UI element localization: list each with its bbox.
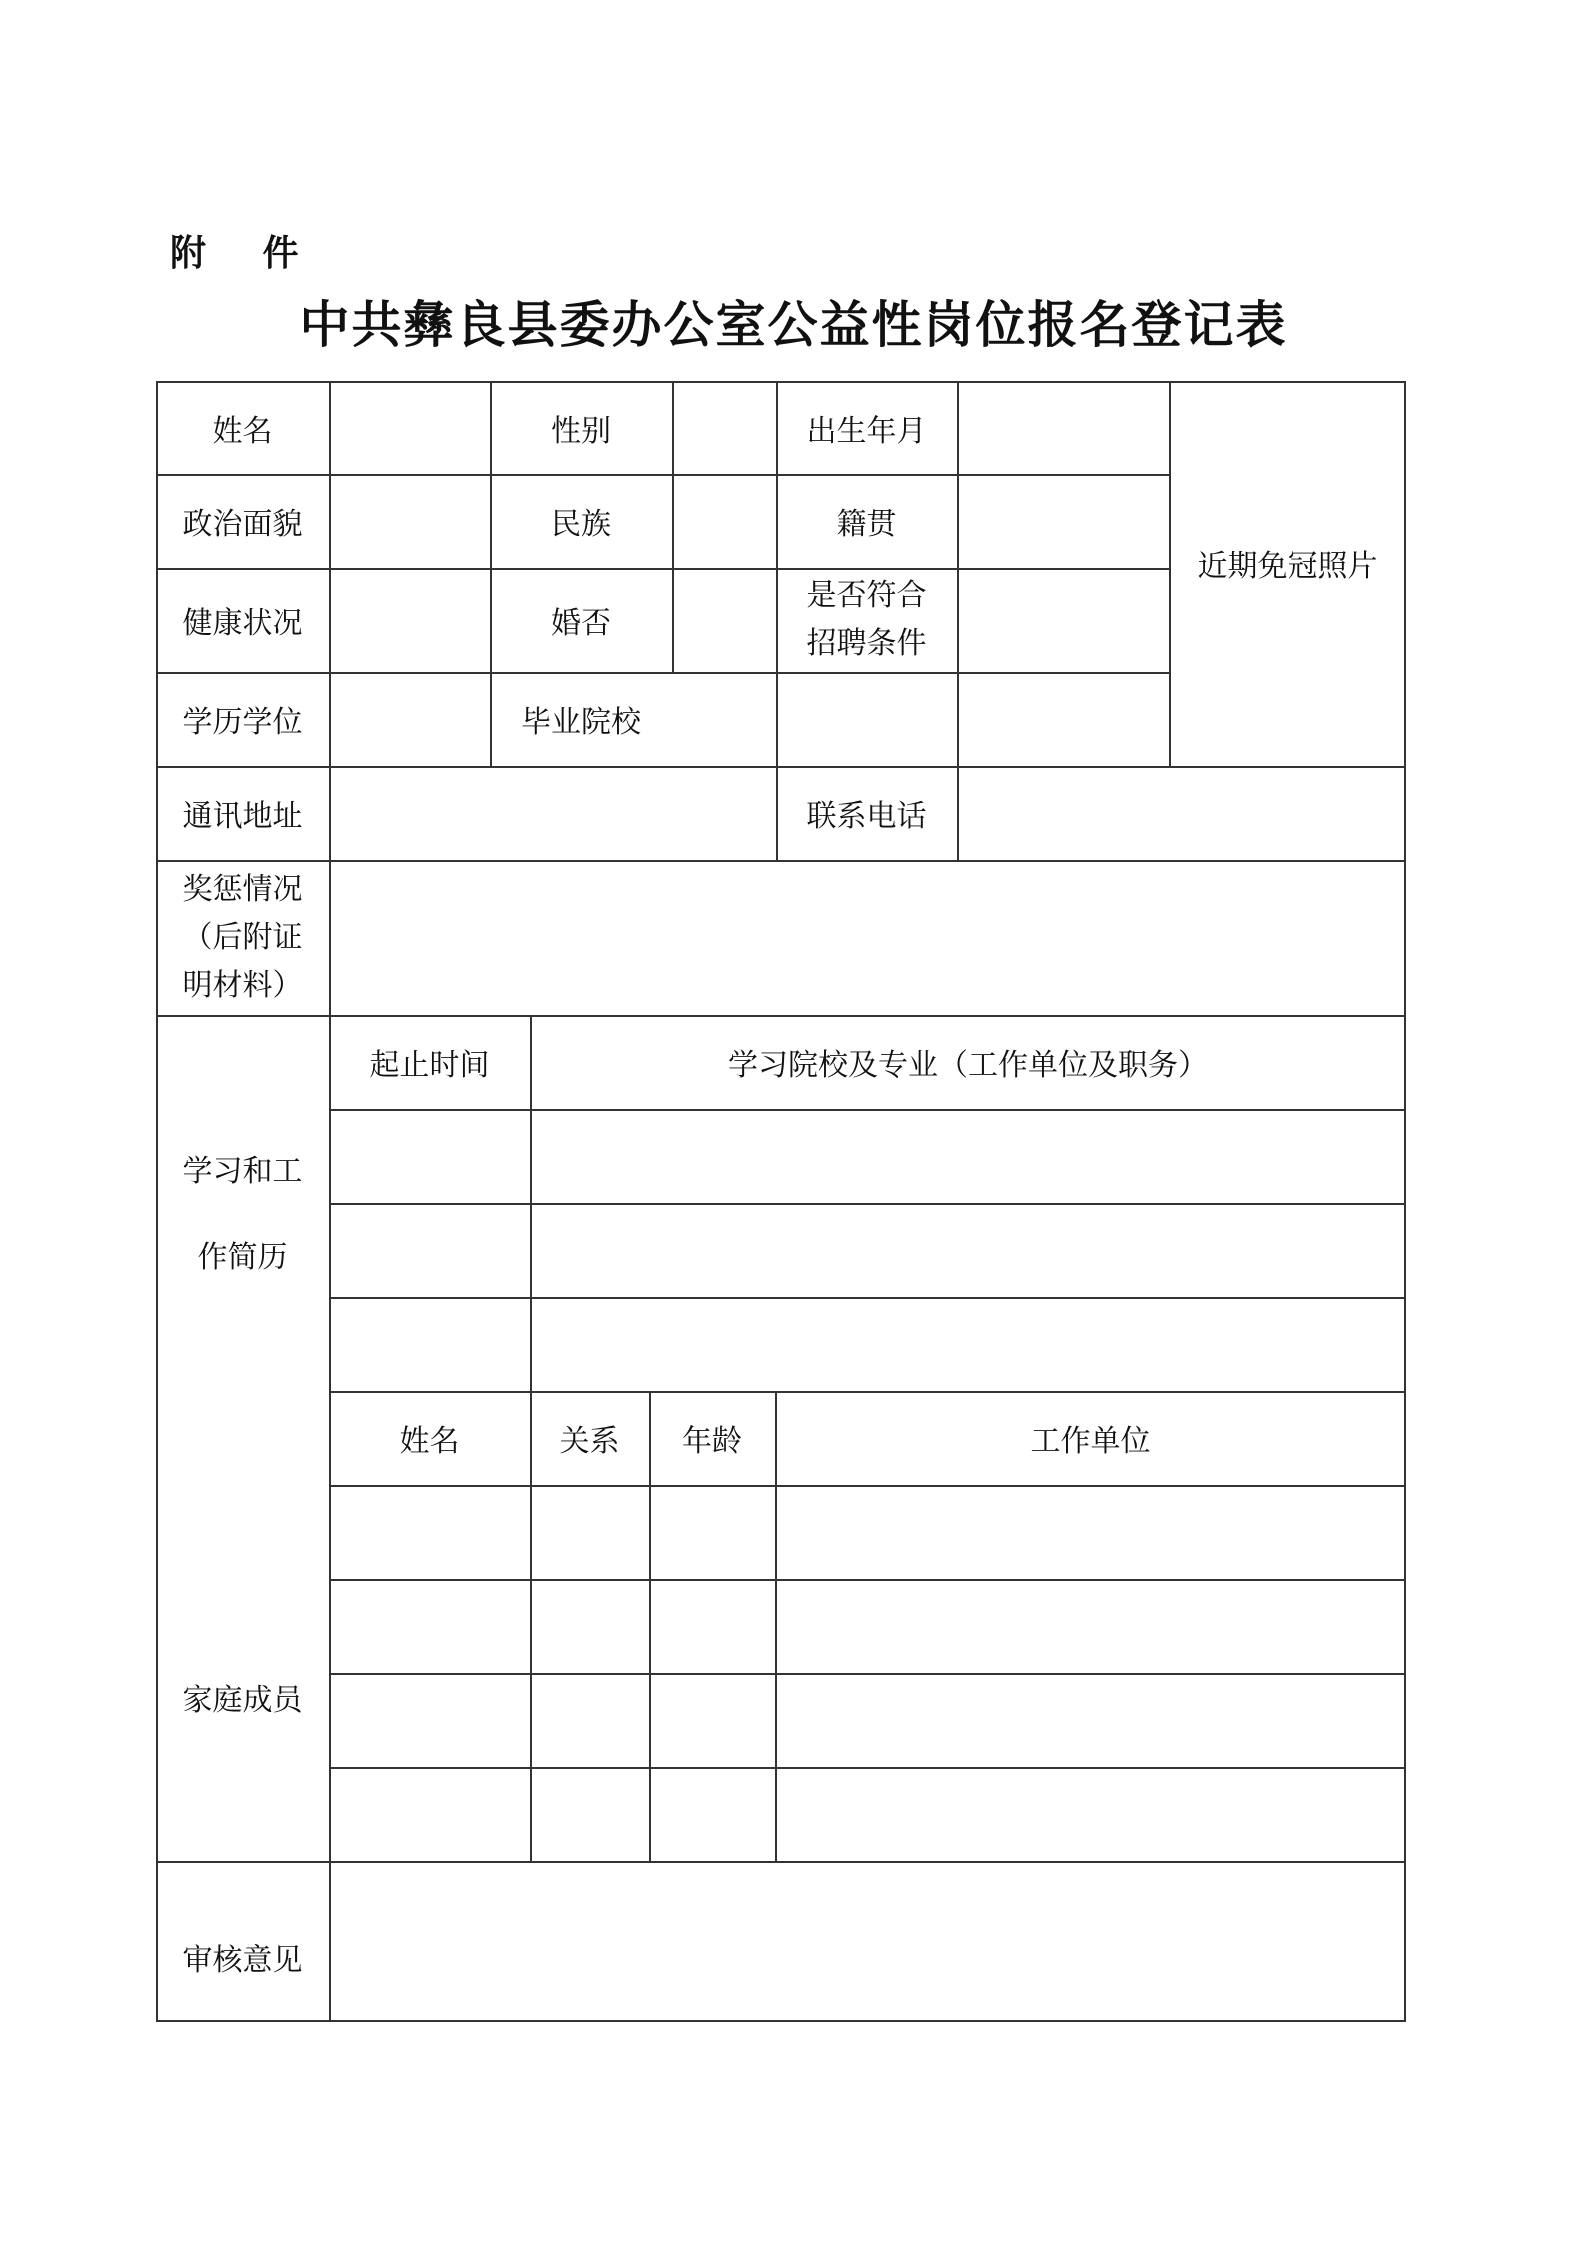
form-title: 中共彝良县委办公室公益性岗位报名登记表 [299,295,1288,354]
marital-field[interactable] [674,570,776,672]
awards-label-line1: 奖惩情况 [182,871,303,907]
resume-section-label [156,1015,329,1391]
family-relation-header: 关系 [559,1424,620,1459]
gender-field[interactable] [674,383,776,474]
review-field[interactable] [331,1863,1404,2020]
family-age-field[interactable] [651,1769,775,1861]
family-employer-field[interactable] [777,1675,1404,1767]
family-employer-field[interactable] [777,1581,1404,1673]
ethnicity-label: 民族 [551,507,611,542]
family-name-header: 姓名 [399,1424,460,1459]
family-employer-field[interactable] [777,1487,1404,1579]
resume-label-line1: 学习和工 [182,1154,303,1189]
family-age-field[interactable] [651,1581,775,1673]
detail-header: 学习院校及专业（工作单位及职务） [728,1048,1208,1083]
marital-label: 婚否 [551,606,611,641]
gender-label: 性别 [551,413,611,449]
resume-period-field[interactable] [331,1205,530,1297]
eligibility-label [776,568,957,672]
political-field[interactable] [331,476,490,568]
attachment-label: 附 件 [170,233,321,274]
eligibility-field[interactable] [959,570,1169,672]
resume-detail-field[interactable] [532,1111,1404,1203]
native-place-field[interactable] [959,476,1169,568]
resume-period-field[interactable] [331,1299,530,1391]
education-field[interactable] [331,674,490,766]
resume-label-line2: 作简历 [197,1240,288,1275]
awards-label [156,860,329,1015]
awards-label-line2: （后附证 [182,919,303,955]
health-label: 健康状况 [182,606,303,641]
family-age-field[interactable] [651,1487,775,1579]
family-relation-field[interactable] [532,1581,649,1673]
family-section-label: 家庭成员 [182,1683,303,1718]
phone-label: 联系电话 [806,799,927,834]
family-employer-header: 工作单位 [1030,1424,1151,1459]
birth-field[interactable] [959,383,1169,474]
awards-field[interactable] [331,862,1404,1015]
health-field[interactable] [331,570,490,672]
resume-detail-field[interactable] [532,1205,1404,1297]
resume-period-field[interactable] [331,1111,530,1203]
row-line [156,2020,1406,2022]
family-relation-field[interactable] [532,1675,649,1767]
awards-label-line3: 明材料） [182,967,303,1003]
school-field[interactable] [674,674,1169,766]
native-place-label: 籍贯 [836,507,897,542]
family-age-header: 年龄 [682,1424,742,1459]
photo-box[interactable]: 近期免冠照片 [1197,549,1378,584]
name-label: 姓名 [212,413,273,449]
registration-form [156,381,1406,2022]
ethnicity-field[interactable] [674,476,776,568]
address-label: 通讯地址 [182,799,303,834]
phone-field[interactable] [959,768,1404,860]
family-age-field[interactable] [651,1675,775,1767]
family-relation-field[interactable] [532,1487,649,1579]
political-label: 政治面貌 [182,507,303,542]
family-employer-field[interactable] [777,1769,1404,1861]
eligibility-label-line1: 是否符合 [806,578,927,613]
family-name-field[interactable] [331,1769,530,1861]
family-name-field[interactable] [331,1581,530,1673]
name-field[interactable] [331,383,490,474]
family-relation-field[interactable] [532,1769,649,1861]
birth-label: 出生年月 [806,413,927,449]
school-label: 毕业院校 [521,705,641,740]
eligibility-label-line2: 招聘条件 [806,626,927,661]
column-line [1404,381,1406,2022]
period-header: 起止时间 [369,1048,490,1083]
address-field[interactable] [331,768,776,860]
family-name-field[interactable] [331,1487,530,1579]
family-name-field[interactable] [331,1675,530,1767]
resume-detail-field[interactable] [532,1299,1404,1391]
education-label: 学历学位 [182,705,303,740]
review-label: 审核意见 [182,1942,303,1978]
